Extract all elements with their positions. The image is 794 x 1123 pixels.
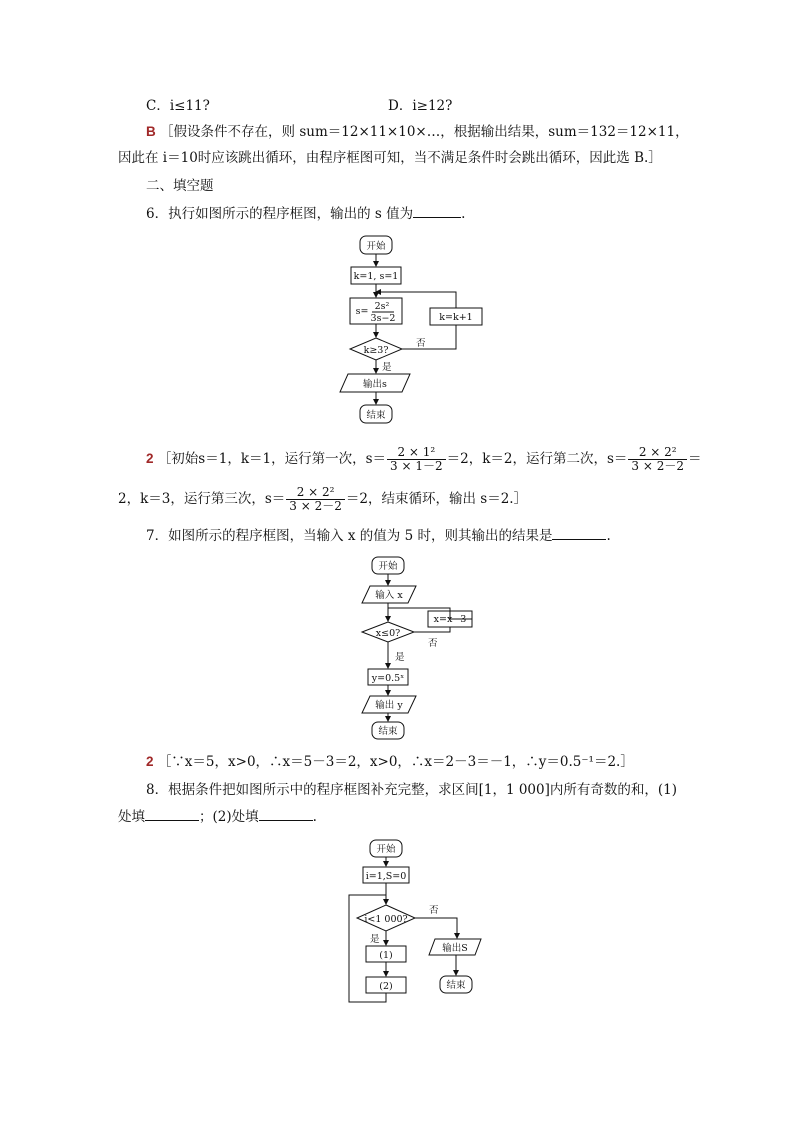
q7-end-node — [372, 722, 404, 739]
q7-yes-label: 是 — [395, 652, 405, 663]
svg-text:开始: 开始 — [378, 561, 398, 572]
q8-end-node — [440, 976, 472, 993]
q7-input-box — [362, 586, 416, 603]
option-d: D．i≥12? — [388, 98, 453, 114]
svg-text:开始: 开始 — [376, 844, 396, 855]
q5-explain-1: ［假设条件不存在，则 sum＝12×11×10×…，根据输出结果，sum＝132＝12×11， — [160, 124, 689, 140]
q6-output-box — [340, 374, 410, 392]
q6-answer: 2 — [146, 451, 154, 466]
q7-solution-text: ［∵x＝5，x>0，∴x＝5－3＝2，x>0，∴x＝2－3＝－1，∴y＝0.5⁻¹＝2.］ — [157, 754, 634, 770]
q6-assign-box — [350, 298, 402, 324]
q7-stem — [146, 525, 611, 546]
q7-blank — [552, 525, 606, 540]
q6-fraction-2: $\frac{\text{2 × 2²}}{3 \times 2-2}$ — [628, 446, 687, 473]
q8-stem-line-2 — [118, 806, 317, 827]
svg-text:k≥3?: k≥3? — [363, 345, 389, 356]
q8-flowchart — [345, 838, 495, 1008]
q6-solution-line-2 — [118, 484, 527, 514]
q8-start-node — [370, 840, 402, 857]
q7-answer: 2 — [146, 754, 154, 769]
q6-stem-text: 6．执行如图所示的程序框图，输出的 s 值为 — [146, 206, 414, 222]
q6-condition-diamond — [350, 338, 402, 360]
q8-output-box — [429, 939, 481, 955]
q6-sol-b: ＝2，k＝2，运行第二次，s＝ — [446, 451, 628, 467]
svg-text:输出S: 输出S — [442, 943, 468, 954]
svg-text:i=1,S=0: i=1,S=0 — [365, 871, 407, 882]
q6-sol-e: ＝2，结束循环，输出 s＝2.］ — [345, 491, 528, 507]
q6-flowchart — [340, 232, 500, 432]
q5-explanation-line-1 — [146, 122, 689, 142]
svg-text:(1): (1) — [379, 950, 393, 961]
q8-stem-line-1: 8．根据条件把如图所示中的程序框图补充完整，求区间[1，1 000]内所有奇数的和，(1) — [146, 782, 677, 798]
q7-start-node — [372, 557, 404, 574]
q6-sol-a: ［初始s＝1，k＝1，运行第一次，s＝ — [157, 451, 387, 467]
q8-step-2-box — [366, 977, 406, 993]
q8-stem-2c: . — [312, 809, 317, 825]
svg-text:k=1, s=1: k=1, s=1 — [353, 271, 399, 282]
svg-text:i<1 000?: i<1 000? — [364, 914, 408, 925]
q6-yes-label: 是 — [382, 362, 392, 373]
q8-stem-2b: ；(2)处填 — [199, 809, 259, 825]
svg-text:输出 y: 输出 y — [375, 700, 403, 711]
q6-sol-d: 2，k＝3，运行第三次，s＝ — [118, 491, 286, 507]
q8-stem-2a: 处填 — [118, 809, 145, 825]
q7-stem-end: . — [606, 528, 611, 544]
q8-no-label: 否 — [429, 905, 439, 916]
svg-text:x=x−3: x=x−3 — [433, 614, 467, 625]
q5-explanation-line-2: 因此在 i＝10时应该跳出循环，由程序框图可知，当不满足条件时会跳出循环，因此选 B.］ — [118, 150, 662, 166]
option-c: C．i≤11? — [146, 98, 210, 114]
svg-text:k=k+1: k=k+1 — [439, 312, 473, 323]
svg-text:x≤0?: x≤0? — [375, 628, 401, 639]
q8-step-1-box — [366, 946, 406, 962]
svg-text:结束: 结束 — [446, 980, 466, 991]
svg-text:结束: 结束 — [378, 726, 398, 737]
q6-sol-c: ＝ — [688, 451, 702, 467]
q8-condition-diamond — [357, 905, 415, 931]
q8-yes-label: 是 — [370, 934, 380, 945]
section-title: 二、填空题 — [146, 178, 214, 194]
q6-end-node — [360, 405, 392, 423]
q8-blank-1 — [145, 806, 199, 821]
q6-solution-line-1 — [146, 444, 702, 474]
svg-text:y=0.5ˣ: y=0.5ˣ — [371, 673, 405, 684]
svg-text:输入 x: 输入 x — [375, 590, 403, 601]
q7-calc-box — [368, 669, 408, 685]
svg-text:结束: 结束 — [366, 410, 386, 421]
q8-init-box — [363, 867, 409, 883]
q6-stem-end: . — [461, 206, 466, 222]
q7-no-label: 否 — [428, 638, 438, 649]
q8-blank-2 — [259, 806, 313, 821]
q7-output-box — [362, 696, 416, 713]
svg-text:3s−2: 3s−2 — [370, 313, 396, 324]
svg-text:输出s: 输出s — [363, 379, 387, 390]
q6-stem — [146, 203, 465, 224]
q6-fraction-1: $\frac{\text{2 × 1²}}{3 \times 1-2}$ — [387, 446, 446, 473]
q6-init-box — [351, 267, 401, 284]
svg-text:2s²: 2s² — [374, 301, 390, 312]
q6-start-node — [360, 236, 392, 254]
svg-text:(2): (2) — [379, 981, 393, 992]
svg-text:开始: 开始 — [366, 241, 386, 252]
svg-text:s=: s= — [355, 306, 369, 317]
q7-flowchart — [350, 554, 490, 744]
q6-increment-box — [430, 308, 482, 325]
answer-letter: B — [146, 124, 156, 139]
q6-fraction-3: $\frac{\text{2 × 2²}}{3 \times 2-2}$ — [286, 486, 345, 513]
q7-solution — [146, 752, 634, 772]
q6-no-label: 否 — [416, 338, 426, 349]
q7-stem-text: 7．如图所示的程序框图，当输入 x 的值为 5 时，则其输出的结果是 — [146, 528, 553, 544]
q6-blank — [413, 203, 461, 218]
q7-condition-diamond — [362, 622, 414, 642]
